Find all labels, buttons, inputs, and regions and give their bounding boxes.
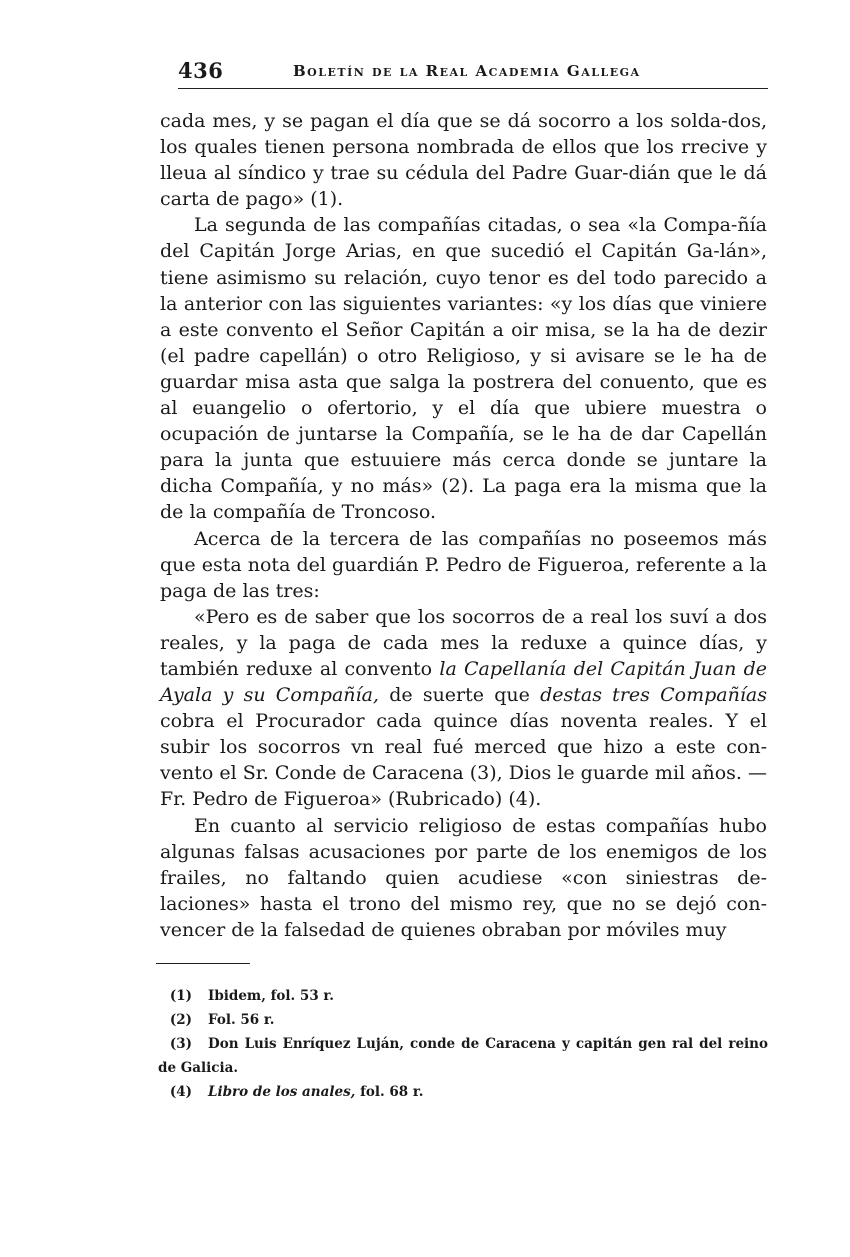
quote-italic-1: la Capellanía del Capitán Juan de Ayala y su Compañía, — [160, 657, 767, 707]
footnote-text-italic: Libro de los anales, — [208, 1084, 356, 1100]
footnote-text: Fol. 56 r. — [208, 1012, 275, 1028]
footnote-2 — [158, 1008, 768, 1032]
footnote-text: fol. 68 r. — [355, 1084, 424, 1100]
footnote-number: (2) — [169, 1012, 192, 1028]
paragraph-3: Acerca de la tercera de las compañías no poseemos más que esta nota del guardián P. Pedro de Figueroa, referente a la paga de las tres: — [160, 527, 767, 602]
running-title: Boletín de la Real Academia Gallega — [293, 62, 641, 80]
footnotes — [158, 984, 768, 1104]
footnote-text: Don Luis Enríquez Luján, conde de Caracena y capitán gen ral del reino de Galicia. — [158, 1036, 768, 1076]
page-number: 436 — [178, 58, 224, 83]
footnote-number: (1) — [169, 988, 192, 1004]
paragraph-4-quote — [160, 604, 767, 813]
footnote-text: Ibidem, fol. 53 r. — [208, 988, 334, 1004]
quote-text-a: «Pero es de saber que los socorros de a real los suví a dos reales, y la paga de cada mes la reduxe a quince días, y también reduxe al convento — [160, 605, 767, 680]
footnote-divider — [156, 963, 250, 964]
footnote-4 — [158, 1080, 768, 1104]
quote-italic-2: destas tres Compañías — [540, 684, 767, 707]
footnote-number: (4) — [169, 1084, 192, 1100]
paragraph-1: cada mes, y se pagan el día que se dá socorro a los solda-dos, los quales tienen persona nombrada de ellos que los rrecive y lleua al síndico y trae su cédula del Padre Guar-dián que le dá carta de pago» (1). — [160, 110, 767, 211]
footnote-3 — [158, 1032, 768, 1080]
paragraph-2: La segunda de las compañías citadas, o sea «la Compa-ñía del Capitán Jorge Arias, en que sucedió el Capitán Ga-lán», tiene asimismo su relación, cuyo tenor es del todo parecido a la anterior con las siguientes variantes: «y los días que viniere a este convento el Señor Capitán a oir misa, se la ha de dezir (el padre capellán) o otro Religioso, y si avisare se le ha de guardar misa asta que salga la postrera del conuento, que es al euangelio o ofertorio, y el día que ubiere muestra o ocupación de juntarse la Compañía, se le ha de dar Capellán para la junta que estuuiere más cerca donde se juntare la dicha Compañía, y no más» (2). La paga era la misma que la de la compañía de Troncoso. — [160, 214, 767, 524]
quote-text-c: cobra el Procurador cada quince días noventa reales. Y el subir los socorros vn real fué merced que hizo a este con-vento el Sr. Conde de Caracena (3), Dios le guarde mil años. —Fr. Pedro de Figueroa» (Rubricado) (4). — [160, 710, 767, 811]
page-header — [178, 54, 768, 89]
paragraph-5: En cuanto al servicio religioso de estas compañías hubo algunas falsas acusaciones por parte de los enemigos de los frailes, no faltando quien acudiese «con siniestras de-laciones» hasta el trono del mismo rey, que no se dejó con-vencer de la falsedad de quienes obraban por móviles muy — [160, 814, 767, 941]
body-text — [160, 108, 767, 943]
footnote-1 — [158, 984, 768, 1008]
quote-text-b: de suerte que — [378, 684, 541, 707]
footnote-number: (3) — [169, 1036, 192, 1052]
